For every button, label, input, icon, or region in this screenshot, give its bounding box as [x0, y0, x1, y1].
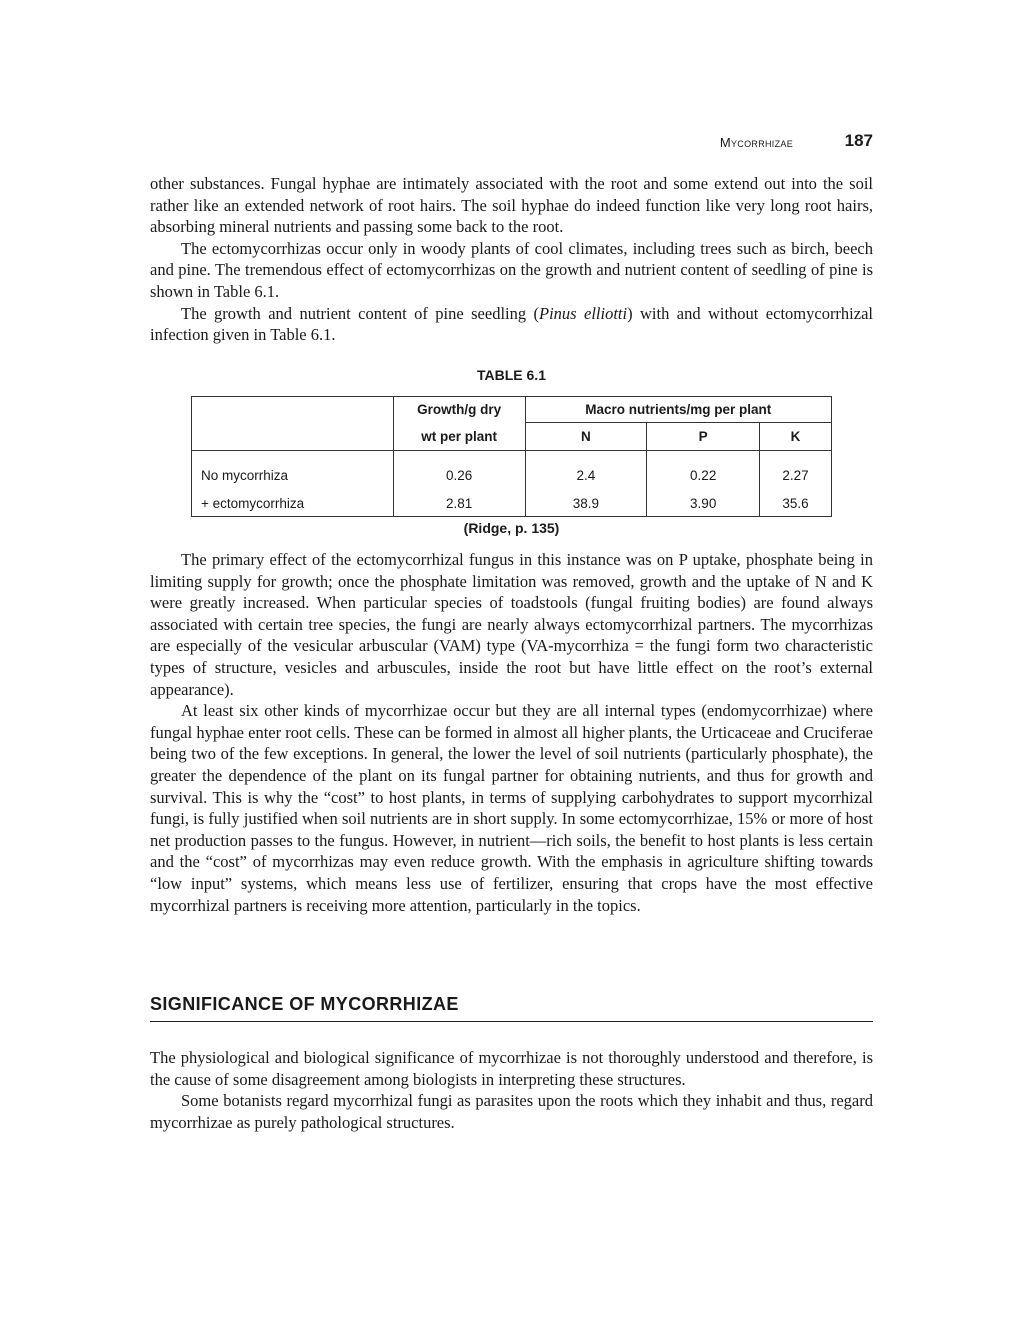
text-block-top [150, 173, 873, 346]
table-header-growth: Growth/g dry [393, 397, 525, 423]
table-cell-label: No mycorrhiza [192, 451, 394, 493]
table-cell-k: 2.27 [760, 451, 832, 493]
table-row [192, 492, 832, 517]
paragraph: The physiological and biological significance of mycorrhizae is not thoroughly understood and therefore, is the cause of some disagreement among biologists in interpreting these structures. [150, 1048, 873, 1089]
section-heading: SIGNIFICANCE OF MYCORRHIZAE [150, 994, 873, 1022]
paragraph-species [150, 303, 873, 346]
table-header-k: K [760, 423, 832, 451]
running-title: Mycorrhizae [719, 135, 793, 150]
text-block-section [150, 1047, 873, 1133]
page-number: 187 [844, 131, 873, 150]
paragraph: At least six other kinds of mycorrhizae occur but they are all internal types (endomycorrhizae) where fungal hyphae enter root cells. These can be formed in almost all higher plants, the Urticaceae and Cruciferae being two of the few exceptions. In general, the lower the level of soil nutrients (particularly phosphate), the greater the dependence of the plant on its fungal partner for obtaining nutrients, and thus for growth and survival. This is why the “cost” to host plants, in terms of supplying carbohydrates to support mycorrhizal fungi, is fully justified when soil nutrients are in short supply. In some ectomycorrhizae, 15% or more of host net production passes to the fungus. However, in nutrient—rich soils, the benefit to host plants is less certain and the “cost” of mycorrhizas may even reduce growth. With the emphasis in agriculture shifting towards “low input” systems, which means less use of fertilizer, ensuring that crops have the most effective mycorrhizal partners is receiving more attention, particularly in the topics. [150, 701, 873, 915]
table-title: TABLE 6.1 [477, 367, 546, 383]
table-header-empty [192, 397, 394, 451]
table-cell-growth: 0.26 [393, 451, 525, 493]
table-header-p: P [647, 423, 760, 451]
data-table [191, 396, 832, 517]
paragraph-text: The growth and nutrient content of pine seedling ( [181, 303, 540, 323]
table-cell-n: 2.4 [525, 451, 647, 493]
paragraph-text: ) with and without ectomycorrhizal infection given in Table 6.1. [150, 303, 873, 345]
table-header-row [192, 397, 832, 423]
paragraph: The ectomycorrhizas occur only in woody plants of cool climates, including trees such as birch, beech and pine. The tremendous effect of ectomycorrhizas on the growth and nutrient content of seedling of pine is shown in Table 6.1. [150, 238, 873, 301]
table-cell-k: 35.6 [760, 492, 832, 517]
table-header-macro: Macro nutrients/mg per plant [525, 397, 831, 423]
table-cell-growth: 2.81 [393, 492, 525, 517]
table-cell-n: 38.9 [525, 492, 647, 517]
paragraph: other substances. Fungal hyphae are intimately associated with the root and some extend out into the soil rather like an extended network of root hairs. The soil hyphae do indeed function like very long root hairs, absorbing mineral nutrients and passing some back to the root. [150, 174, 873, 237]
table-header-growth-unit: wt per plant [393, 423, 525, 451]
paragraph: Some botanists regard mycorrhizal fungi as parasites upon the roots which they inhabit and thus, regard mycorrhizae as purely pathological structures. [150, 1091, 873, 1132]
running-header [150, 131, 873, 155]
species-name: Pinus elliotti [539, 303, 628, 323]
table-row [192, 451, 832, 493]
table-cell-label: + ectomycorrhiza [192, 492, 394, 517]
table-header-n: N [525, 423, 647, 451]
text-block-middle [150, 549, 873, 916]
table-cell-p: 0.22 [647, 451, 760, 493]
table-source: (Ridge, p. 135) [463, 520, 560, 536]
table-cell-p: 3.90 [647, 492, 760, 517]
paragraph: The primary effect of the ectomycorrhizal fungus in this instance was on P uptake, phosphate being in limiting supply for growth; once the phosphate limitation was removed, growth and the uptake of N and K were greatly increased. When particular species of toadstools (fungal fruiting bodies) are found always associated with certain tree species, the fungi are nearly always ectomycorrhizal partners. The mycorrhizas are especially of the vesicular arbuscular (VAM) type (VA-mycorrhiza = the fungi form two characteristic types of structure, vesicles and arbuscules, inside the root but have little effect on the root’s external appearance). [150, 550, 873, 699]
